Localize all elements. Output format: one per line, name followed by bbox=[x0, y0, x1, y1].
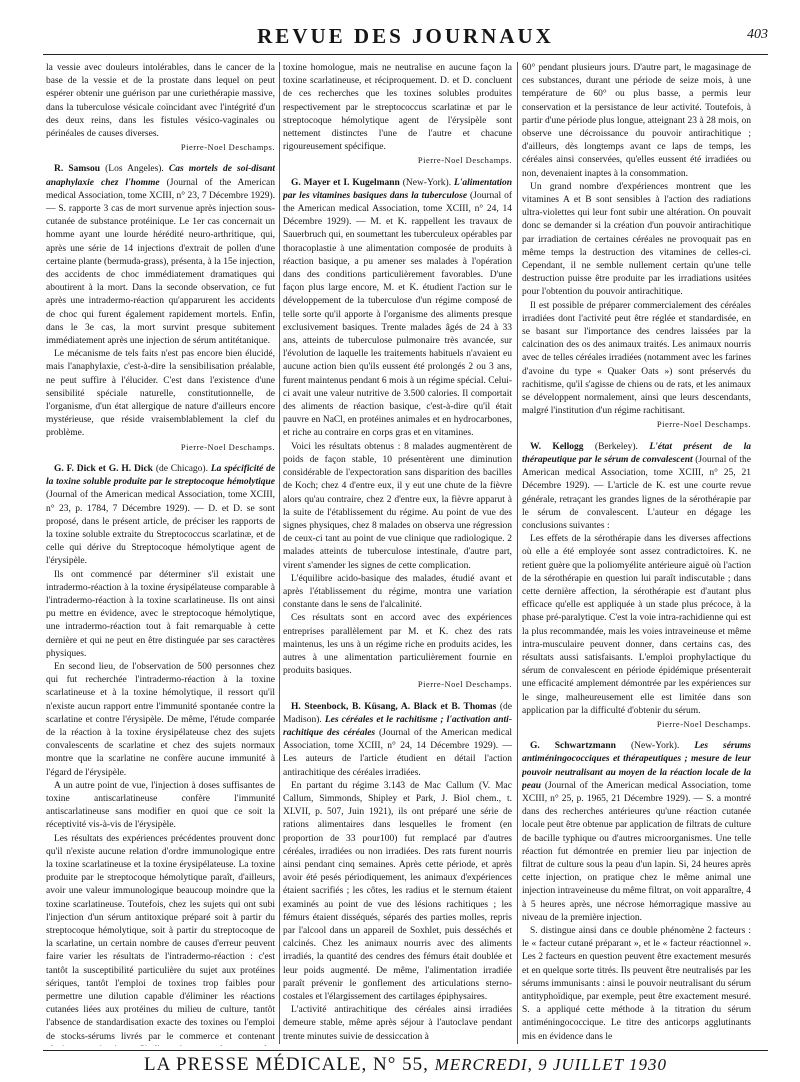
page-number: 403 bbox=[747, 27, 768, 42]
column-middle bbox=[283, 62, 512, 1046]
page-header bbox=[43, 22, 768, 52]
column-separator bbox=[517, 62, 518, 1044]
review-title: L'alimentation par les vitamines basiques dans la tuberculose bbox=[283, 177, 512, 201]
review-schwartzmann bbox=[522, 740, 751, 1044]
signature: Pierre-Noel Deschamps. bbox=[656, 419, 751, 430]
review-place: (Los Angeles). bbox=[105, 164, 164, 175]
header-rule bbox=[43, 54, 768, 55]
review-author: R. Samsou bbox=[54, 164, 101, 175]
signature: Pierre-Noel Deschamps. bbox=[180, 142, 275, 153]
review-title: L'état présent de la thérapeutique par le sérum de convalescent bbox=[522, 441, 751, 465]
review-body: (Journal of the American medical Association, tome XCIII, n° 23, p. 1784, 7 Décembre 1929). — D. et D. se sont proposé, dans le présent article, de préciser les rapports de la toxine soluble extraite du Streptococcus scarlatinæ, et de celle qui dérive du Streptocoque hémolytique agent de l'érysipèle. bbox=[46, 490, 275, 567]
review-mayer bbox=[283, 177, 512, 692]
review-dick bbox=[46, 463, 275, 1046]
signature: Pierre-Noel Deschamps. bbox=[417, 155, 512, 166]
review-samsou bbox=[46, 163, 275, 453]
review-body: (Journal of the American medical Association, tome XCIII, n° 23, 7 Décembre 1929). — S. rapporte 3 cas de mort survenue après injection sous-cutanée de substance protéinique. Le 1er cas concernait un homme ayant une lourde hérédité neuro-arthritique, qui, après une série de 14 injections d'extrait de pollen d'une certaine plante (bermuda-grass), présenta, à la 15e injection, des accidents de choc immédiatement dramatiques qui aboutirent à la mort. Dans la seconde observation, ce fut après une intradermo-réaction qu'apparurent les accidents de choc qui furent également rapidement mortels. Enfin, dans le 3e cas, la mort survint presque subitement immédiatement après une injection de sérum antitétanique. bbox=[46, 177, 275, 347]
review-place: (de Chicago). bbox=[155, 463, 208, 474]
column-separator bbox=[279, 62, 280, 1044]
review-paragraph: Un grand nombre d'expériences montrent que les vitamines A et B sont sensibles à l'action des radiations ultra-violettes qui leur font subir une altération. On pouvait donc se demander si la création d'un pouvoir antirachitique par irradiation de certaines céréales ne provoquait pas en même temps la destruction des vitamines de celles-ci. Cependant, il ne semble nullement certain qu'une telle destruction puisse être produite par les irradiations usitées pour l'obtention du pouvoir antirachitique. bbox=[522, 181, 751, 298]
continued-paragraph: 60° pendant plusieurs jours. D'autre part, le magasinage de ces substances, durant une période de seize mois, à une température de 60° ou plus basse, a permis leur conservation et la persistance de leur activité. Toutefois, à partir d'une période plus longue, atteignant 23 à 28 mois, on observe une décroissance du pouvoir antirachitique ; d'ailleurs, dès longtemps avant ce laps de temps, les céréales ainsi conservées, qu'elles eussent été irradiées ou non, devenaient inaptes à la consommation. bbox=[522, 63, 751, 179]
review-title: Les sérums antiméningococciques et thérapeutiques ; mesure de leur pouvoir neutralisant au moyen de la réaction locale de la peau bbox=[522, 741, 751, 791]
review-body: (Journal of the American medical Association, tome XCIII, n° 25, p. 1965, 21 Décembre 1929). — S. a montré dans des recherches antérieures qu'une réaction cutanée locale peut être obtenue par application de filtrats de culture de bacille typhique ou d'autres microorganismes. Une telle réaction fut démontrée en premier lieu par injection de filtrat de culture sous la peau d'un lapin. Si, 24 heures après cette injection, on pratique chez le même animal une injection intraveineuse du même filtrat, on voit apparaître, 4 à 5 heures après, une nécrose hémorragique massive au niveau de la première injection. bbox=[522, 780, 751, 923]
review-paragraph: Ces résultats sont en accord avec des expériences entreprises parallèlement par M. et K. chez des rats maintenus, les uns à un régime riche en produits acides, les autres à une alimentation particulièrement fournie en produits basiques. bbox=[283, 613, 512, 677]
review-title: Les céréales et le rachitisme ; l'activation anti-rachitique des céréales bbox=[283, 714, 512, 738]
review-steenbock bbox=[283, 701, 512, 1044]
review-paragraph: Ils ont commencé par déterminer s'il existait une intradermo-réaction à la toxine érysipélateuse comparable à l'intradermo-réaction à la toxine scarlatineuse. Ils ont ainsi pu mettre en évidence, avec le streptocoque hémolytique, une intradermo-réaction tout à fait remarquable à cette dernière et qui ne peut en être distinguée par ses caractères physiques. bbox=[46, 569, 275, 659]
review-kellogg bbox=[522, 441, 751, 731]
review-paragraph: L'équilibre acido-basique des malades, étudié avant et après l'établissement du régime, montra une variation constante dans le sens de l'alcalinité. bbox=[283, 573, 512, 611]
review-paragraph: Les résultats des expériences précédentes prouvent donc qu'il n'existe aucune relation d'ordre immunologique entre la toxine scarlatineuse et la toxine érysipélateuse. La toxine produite par le streptocoque hémolytique paraît, d'ailleurs, avoir une valeur immunologique beaucoup moindre que la toxine scarlatineuse. Toutefois, chez les sujets qui ont subi l'injection d'un sérum antitoxique préparé soit à partir du streptocoque hémolytique, soit à partir du streptocoque de la scarlatine, un certain nombre de causes d'erreur peuvent faire varier les résultats de l'intradermo-réaction : c'est tantôt la susceptibilité particulière du sujet aux protéines sériques, tantôt l'emploi de toxines trop faibles pour permettre une dilution capable d'éliminer les réactions cutanées liées aux protéines du milieu de culture, tantôt l'absence de standardisation exacte des toxines ou l'emploi de stocks-sérums livrés par le commerce et contenant bbox=[46, 833, 275, 1042]
signature: Pierre-Noel Deschamps. bbox=[656, 718, 751, 729]
signature: Pierre-Noel Deschamps. bbox=[417, 679, 512, 690]
review-paragraph: S. distingue ainsi dans ce double phénomène 2 facteurs : le « facteur cutané préparant », et le « facteur réactionnel ». Les 2 facteurs en question peuvent être exactement mesurés et en quelque sorte titrés. Ils peuvent être neutralisés par les sérums immunisants : ainsi le pouvoir neutralisant du sérum antityphoïdique, par exemple, peut être exactement mesuré. S. a appliqué cette méthode à la titration du sérum antiméningococcique. Le titre des anticorps agglutinants mis en évidence dans le bbox=[522, 926, 751, 1042]
review-body: (Journal of the American medical Association, tome XCIII, n° 24, 14 Décembre 1929). — Les auteurs de l'article étudient en détail l'action antirachitique des céréales irradiées. bbox=[283, 727, 512, 778]
review-author: W. Kellogg bbox=[530, 441, 584, 452]
review-paragraph: A un autre point de vue, l'injection à doses suffisantes de toxine antiscarlatineuse confère l'immunité antiscarlatineuse sans modifier en quoi que ce soit la réceptivité vis-à-vis de l'érysipèle. bbox=[46, 780, 275, 831]
page-footer bbox=[43, 1054, 768, 1076]
review-place: (New-York). bbox=[630, 741, 680, 752]
review-place: (Berkeley). bbox=[594, 441, 638, 452]
signature: Pierre-Noel Deschamps. bbox=[180, 441, 275, 452]
review-paragraph: Voici les résultats obtenus : 8 malades augmentèrent de poids de façon stable, 10 présentèrent une diminution considérable de l'expectoration sans disparition des bacilles de Koch; chez 4 d'entre eux, il y eut une chute de la fièvre alors qu'au contraire, chez 2 d'entre eux, la fièvre apparut à la suite de l'établissement du régime. Au point de vue des signes physiques, chez 8 malades on observa une régression de ceux-ci tant au point de vue clinique que radiologique. 2 malades atteints de tuberculose intestinale, d'autre part, virent s'amender les signes de cette complication. bbox=[283, 441, 512, 571]
review-paragraph: Il est possible de préparer commercialement des céréales irradiées dont l'activité peut être réglée et standardisée, en se basant sur l'importance des cendres laissées par la calcination des os des animaux traités. Les animaux nourris avec de telles céréales irradiées (notamment avec les farines d'avoine du type « Quaker Oats ») sont préservés du rachitisme, qu'il s'agisse de chiens ou de rats, et les animaux se développent normalement, ainsi que leurs descendants, malgré l'institution d'un régime rachitisant. bbox=[522, 300, 751, 417]
review-paragraph: Les effets de la sérothérapie dans les diverses affections où elle a été employée sont assez contradictoires. K. ne retient guère que la poliomyélite antérieure aiguë où l'action de la sérothérapie en question lui paraît indiscutable ; dans cette dernière affection, la sérothérapie est d'autant plus efficace qu'elle est appliquée à un stade plus précoce, à la phase pré-paralytique. C'est la voie intra-rachidienne qui est la plus recommandée, mais les voies intraveineuse et même intra-musculaire peuvent donner, dans certains cas, des résultats aussi satisfaisants. L'emploi prophylactique du sérum de convalescent en période épidémique présenterait une efficacité amplement démontrée par les expériences sur le singe, malheureusement elle est limitée dans son application par la difficulté d'obtenir du sérum. bbox=[522, 534, 751, 716]
review-paragraph: Le mécanisme de tels faits n'est pas encore bien élucidé, mais l'anaphylaxie, c'est-à-dire la sensibilisation préalable, ne peut suffire à l'élucider. C'est dans l'existence d'une sensibilité spéciale naturelle, constitutionnelle, de l'organisme, d'un état allergique de nature d'ailleurs encore mystérieuse, que réside vraisemblablement la clef du problème. bbox=[46, 349, 275, 439]
review-paragraph: En second lieu, de l'observation de 500 personnes chez qui fut recherchée l'intradermo-réaction à la toxine scarlatineuse et à la toxine hémolytique, il ressort qu'il n'existe aucun rapport entre l'immunité spontanée contre la scarlatine et contre l'érysipèle. De même, l'étude comparée de la réaction à la toxine érysipélateuse chez des sujets convalescents de scarlatine et chez des sujets normaux montre que la scarlatine ne confère aucune immunité à l'égard de l'érysipèle. bbox=[46, 661, 275, 778]
review-place: (New-York). bbox=[402, 177, 452, 188]
continued-paragraph: toxine homologue, mais ne neutralise en aucune façon la toxine scarlatineuse, et réciproquement. D. et D. concluent de ces recherches que les toxines solubles produites respectivement par le streptococcus scarlatinæ et par le streptocoque hémolytique agent de l'érysipèle sont nettement distinctes l'une de l'autre et chacune rigoureusement spécifique. bbox=[283, 63, 512, 153]
review-title: Cas mortels de soi-disant anaphylaxie chez l'homme bbox=[46, 164, 275, 188]
review-author: H. Steenbock, B. Küsang, A. Black et B. Thomas bbox=[291, 701, 497, 712]
review-author: G. Schwartzmann bbox=[530, 741, 616, 752]
column-right bbox=[522, 62, 751, 1046]
review-paragraph: En partant du régime 3.143 de Mac Callum (V. Mac Callum, Simmonds, Shipley et Park, J. Biol chem., t. XLVII, p. 507, Juin 1921), ils ont préparé une série de rations alimentaires dans lesquelles le froment (en proportion de 33 pour100) fut remplacé par d'autres céréales, irradiées ou non irradiées. Des rats furent nourris ainsi pendant cinq semaines. Après cette période, et après avoir été pesés périodiquement, les animaux d'expériences étaient sacrifiés ; les côtes, les radius et le sternum étaient examinés au point de vue des lésions rachitiques ; les fémurs étaient disséqués, séparés des parties molles, repris par l'alcool dans un appareil de Soxhlet, puis desséchés et calcinés. Chez les animaux nourris avec des aliments irradiés, la quantité des cendres des fémurs était doublée et leur poids augmenté. De même, l'alimentation irradiée paraît prévenir le gonflement des articulations sterno-costales et l'élargissement des cartilages épiphysaires. bbox=[283, 780, 512, 1003]
review-place: (de Madison). bbox=[283, 701, 512, 725]
running-title: REVUE DES JOURNAUX bbox=[257, 24, 554, 48]
review-author: G. F. Dick et G. H. Dick bbox=[54, 463, 153, 474]
review-title: La spécificité de la toxine soluble produite par le streptocoque hémolytique bbox=[46, 463, 275, 488]
review-author: G. Mayer et I. Kugelmann bbox=[291, 177, 400, 188]
review-body: (Journal of the American medical Association, tome XCIII, n° 25, 21 Décembre 1929). — L'article de K. est une courte revue générale, retraçant les grandes lignes de la sérothérapie par le sérum de convalescent. L'auteur en dégage les conclusions suivantes : bbox=[522, 454, 751, 531]
continued-paragraph: la vessie avec douleurs intolérables, dans le cancer de la base de la vessie et de la prostate dans lequel on peut espérer obtenir une guérison par une curiethérapie massive, dans la tuberculose vésicale coïncidant avec l'intégrité d'un des deux reins, dans les fistules vésico-vaginales ou périnéales de causes diverses. bbox=[46, 63, 275, 140]
issue-date: MERCREDI, 9 JUILLET 1930 bbox=[434, 1055, 667, 1074]
review-paragraph: L'activité antirachitique des céréales ainsi irradiées demeure stable, même après séjour à l'autoclave pendant trente minutes suivie de dessiccation à bbox=[283, 1005, 512, 1042]
review-body: (Journal of the American medical Association, tome XCIII, n° 24, 14 Décembre 1929). — M. et K. rappellent les travaux de Sauerbruch qui, en soumettant les tuberculeux opérables par thoracoplastie à une alimentation composée de produits à réaction basique, a pu amener ses malades à l'opération dans des conditions particulièrement favorables. D'une façon plus large encore, M. et K. étudient l'action sur le développement de la tuberculose d'un régime composé de telle sorte qu'il apporte à l'organisme des aliments presque exclusivement basiques. Trente malades âgés de 24 à 33 ans, atteints de tuberculose pulmonaire très avancée, sur l'évolution de laquelle les traitements habituels n'avaient eu aucune action bien qu'ils eussent été prolongés 2 ou 3 ans, furent maintenus pendant 6 mois à un régime spécial. Celui-ci avait une valeur nutritive de 3.500 calories. Il comportait des aliments de réaction basique, c'est-à-dire qu'il était pauvre en NaCl, en protéines animales et en hydrocarbones, et riche au contraire en corps gras et en vitamines. bbox=[283, 190, 512, 439]
column-left bbox=[46, 62, 275, 1046]
footer-rule bbox=[43, 1050, 768, 1051]
journal-name: LA PRESSE MÉDICALE, N° 55, bbox=[144, 1054, 429, 1075]
